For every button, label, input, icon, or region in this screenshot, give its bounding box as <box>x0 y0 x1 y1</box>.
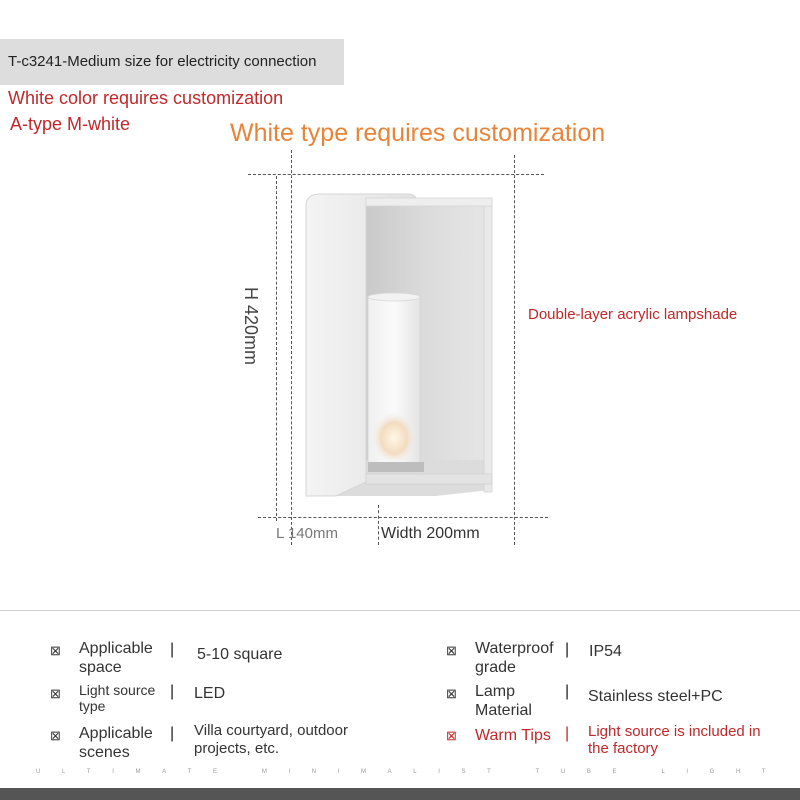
spec-key-applicable-scenes: Applicable scenes <box>79 725 153 761</box>
spec-value-warm-tips: Light source is included in the factory <box>588 723 761 757</box>
tagline-letter: L <box>413 769 417 775</box>
bottom-dimension-line <box>258 517 548 518</box>
separator: | <box>565 683 570 700</box>
tube-base <box>368 462 424 472</box>
spec-value-lamp-material: Stainless steel+PC <box>588 688 723 705</box>
spec-value-light-source-type: LED <box>194 685 226 702</box>
tagline-letter: E <box>612 769 617 775</box>
separator: | <box>170 725 175 742</box>
width-label: Width 200mm <box>381 525 480 542</box>
tagline-letter: I <box>686 769 689 775</box>
tagline-letter: T <box>535 769 540 775</box>
lamp-illustration <box>296 190 496 510</box>
spec-key-applicable-space: Applicable space <box>79 640 153 676</box>
light-glow <box>372 412 416 464</box>
tagline-letter: B <box>586 769 591 775</box>
headline: White type requires customization <box>230 119 606 147</box>
tagline-letter: T <box>761 769 766 775</box>
length-label: L 140mm <box>276 525 338 542</box>
separator: | <box>565 641 570 658</box>
customization-note: White color requires customization <box>8 88 284 108</box>
left-edge-line <box>291 150 292 545</box>
separator: | <box>170 683 175 700</box>
tagline-letter: M <box>261 769 267 775</box>
separator: | <box>170 641 175 658</box>
frame-top-edge <box>366 198 492 206</box>
tagline-letter: U <box>36 769 41 775</box>
height-dimension-line <box>276 176 277 521</box>
tagline-letter: N <box>311 769 317 775</box>
frame-right-edge <box>484 200 492 492</box>
top-dimension-line <box>248 174 544 175</box>
checkbox-icon: ⊠ <box>50 686 61 701</box>
tagline-letter: I <box>337 769 340 775</box>
tagline-letter: I <box>112 769 114 775</box>
checkbox-icon: ⊠ <box>50 728 61 743</box>
spec-key-warm-tips: Warm Tips <box>475 727 551 744</box>
tagline-letter: E <box>212 769 217 775</box>
tagline-letter: S <box>461 769 466 775</box>
bottom-bar <box>0 788 800 800</box>
model-tag <box>0 39 344 85</box>
spec-value-applicable-space: 5-10 square <box>197 646 283 663</box>
tagline-letter: U <box>560 769 566 775</box>
spec-value-applicable-scenes: Villa courtyard, outdoor projects, etc. <box>194 722 348 757</box>
checkbox-icon: ⊠ <box>50 643 61 658</box>
variant-note: A-type M-white <box>10 114 131 134</box>
tagline-letter: A <box>387 769 392 775</box>
tagline-letter: I <box>438 769 440 775</box>
separator: | <box>565 725 570 742</box>
depth-edge-line <box>378 505 379 545</box>
checkbox-icon: ⊠ <box>446 728 457 743</box>
section-divider <box>0 610 800 611</box>
lampshade-label: Double-layer acrylic lampshade <box>528 306 738 323</box>
spec-key-light-source-type: Light source type <box>79 682 156 714</box>
spec-key-waterproof-grade: Waterproof grade <box>475 640 554 676</box>
tagline-letter: T <box>187 769 192 775</box>
height-label: H 420mm <box>241 287 261 366</box>
checkbox-icon: ⊠ <box>446 643 457 658</box>
tagline-letter: M <box>361 769 367 775</box>
tagline-letter: T <box>487 769 491 775</box>
tagline-letter: I <box>288 769 291 775</box>
tagline-letter: T <box>86 769 91 775</box>
tagline-letter <box>239 769 241 775</box>
tagline-letter: G <box>709 769 715 775</box>
tagline <box>36 769 766 775</box>
tagline-letter <box>638 769 640 775</box>
spec-value-waterproof-grade: IP54 <box>589 643 622 660</box>
tagline-letter: H <box>735 769 741 775</box>
model-tag-text: T-c3241-Medium size for electricity connection <box>8 53 317 70</box>
tagline-letter: L <box>661 769 665 775</box>
spec-key-lamp-material: Lamp Material <box>475 683 532 719</box>
checkbox-icon: ⊠ <box>446 686 457 701</box>
tagline-letter: A <box>162 769 167 775</box>
tagline-letter <box>512 769 514 775</box>
tagline-letter: L <box>61 769 66 775</box>
right-edge-line <box>514 155 515 545</box>
tagline-letter: M <box>135 769 141 775</box>
